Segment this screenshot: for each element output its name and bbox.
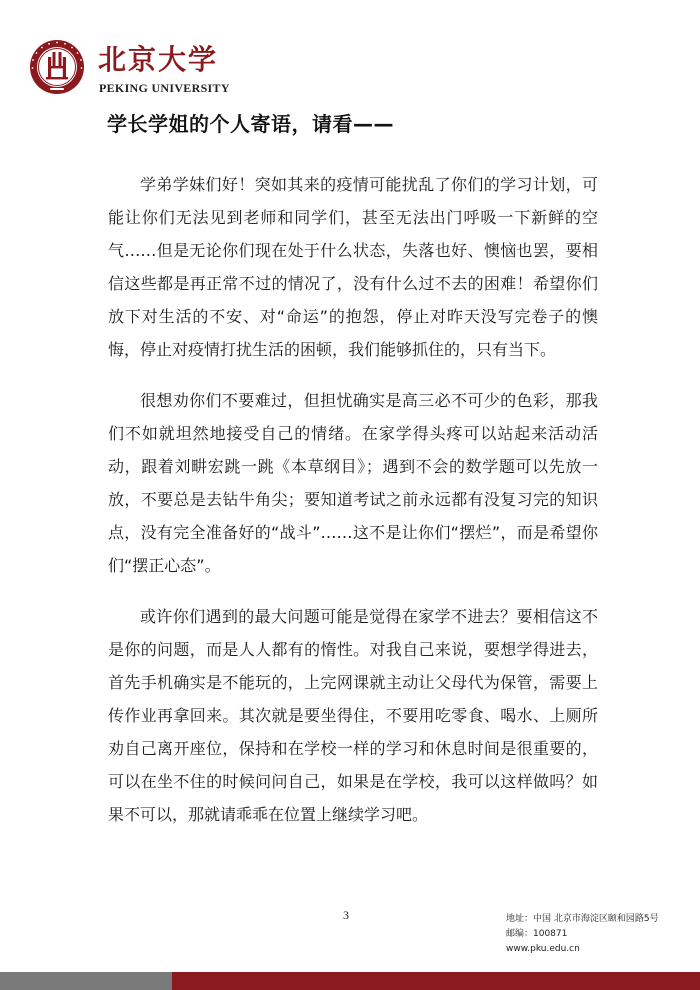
footer-postcode: 邮编：100871	[506, 929, 568, 939]
peking-university-emblem-icon	[28, 38, 86, 96]
paragraph: 或许你们遇到的最大问题可能是觉得在家学不进去？要相信这不是你的问题，而是人人都有的惰性。对我自己来说，要想学得进去，首先手机确实是不能玩的，上完网课就主动让父母代为保管，需要上传作业再拿回来。其次就是要坐得住，不要用吃零食、喝水、上厕所劝自己离开座位，保持和在学校一样的学习和休息时间是很重要的，可以在坐不住的时候问问自己，如果是在学校，我可以这样做吗？如果不可以，那就请乖乖在位置上继续学习吧。	[108, 607, 598, 824]
footer-gray-segment	[0, 972, 172, 990]
logo-chinese-name: 北京大学	[98, 43, 219, 76]
paragraph: 学弟学妹们好！突如其来的疫情可能扰乱了你们的学习计划，可能让你们无法见到老师和同学们，甚至无法出门呼吸一下新鲜的空气……但是无论你们现在处于什么状态，失落也好、懊恼也罢，要相信这些都是再正常不过的情况了，没有什么过不去的困难！希望你们放下对生活的不安、对“命运”的抱怨，停止对昨天没写完卷子的懊悔，停止对疫情打扰生活的困顿，我们能够抓住的，只有当下。	[108, 175, 598, 359]
footer-color-bar	[0, 972, 700, 990]
logo-english-name: PEKING UNIVERSITY	[99, 81, 230, 95]
footer-address: 地址：中国 北京市海淀区颐和园路5号	[506, 914, 659, 924]
page-title: 学长学姐的个人寄语，请看——	[107, 112, 394, 136]
footer-website: www.pku.edu.cn	[506, 944, 580, 954]
paragraph: 很想劝你们不要难过，但担忧确实是高三必不可少的色彩，那我们不如就坦然地接受自己的情绪。在家学得头疼可以站起来活动活动，跟着刘畊宏跳一跳《本草纲目》；遇到不会的数学题可以先放一放，不要总是去钻牛角尖；要知道考试之前永远都有没复习完的知识点，没有完全准备好的“战斗”……这不是让你们“摆烂”，而是希望你们“摆正心态”。	[108, 391, 598, 575]
body-text	[108, 168, 598, 849]
page-number: 3	[343, 908, 349, 922]
footer-contact	[506, 912, 659, 957]
header	[28, 38, 288, 98]
